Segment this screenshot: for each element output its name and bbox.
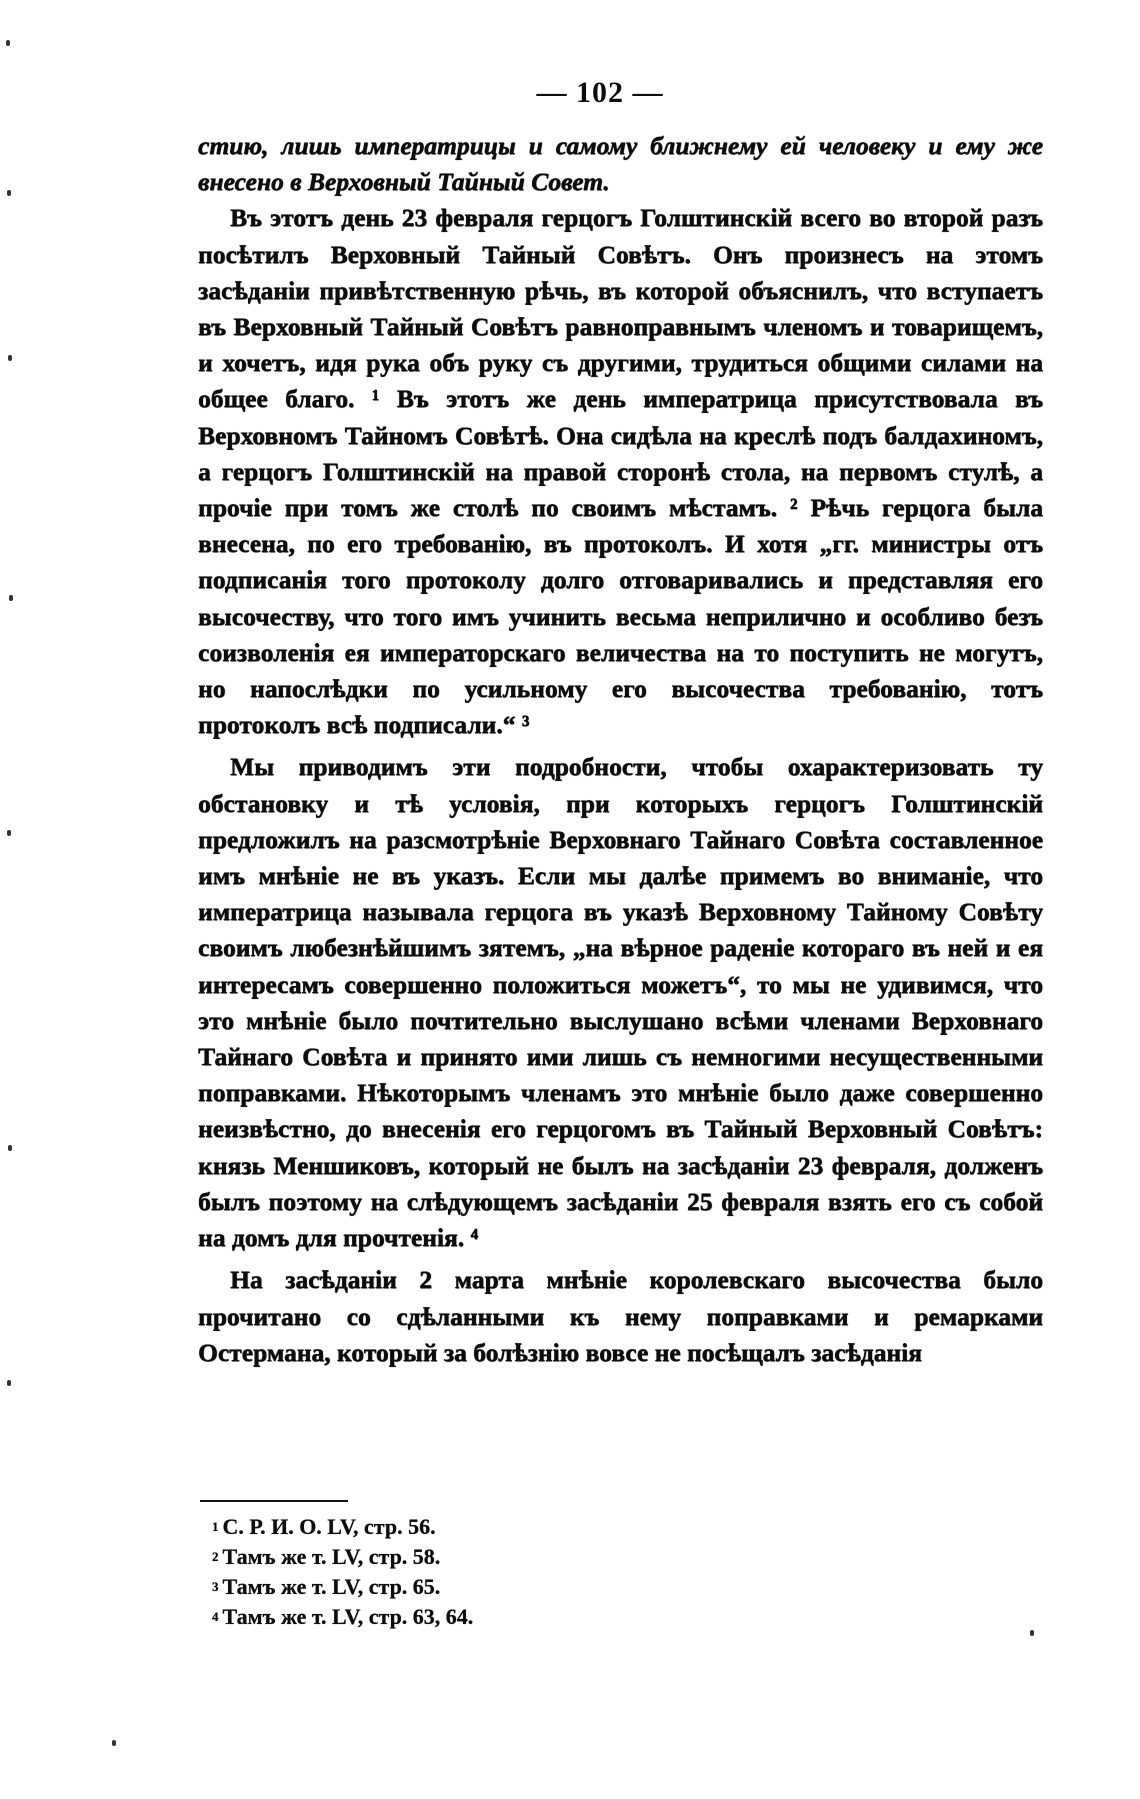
footnote-mark: 1 (212, 1519, 219, 1534)
footnote-divider (200, 1500, 348, 1502)
footnote-2 (212, 1542, 812, 1572)
lead-quote-paragraph: стию, лишь императрицы и самому ближнему ей человеку и ему же внесено в Верховный Тайный Совет. (198, 131, 1043, 197)
scan-speck (6, 40, 10, 46)
scan-speck (9, 595, 13, 601)
body-text (198, 128, 1043, 1377)
footnotes (212, 1512, 812, 1632)
footnote-mark: 2 (212, 1549, 219, 1564)
footnote-mark: 4 (212, 1609, 219, 1624)
paragraph-1: Въ этотъ день 23 февраля герцогъ Голштинскій всего во второй разъ посѣтилъ Верховный Тайный Совѣтъ. Онъ произнесъ на этомъ засѣданіи привѣтственную рѣчь, въ которой объяснилъ, что вступаетъ въ Верховный Тайный Совѣтъ равноправнымъ членомъ и товарищемъ, и хочетъ, идя рука объ руку съ другими, трудиться общими силами на общее благо. ¹ Въ этотъ же день императрица присутствовала въ Верховномъ Тайномъ Совѣтѣ. Она сидѣла на креслѣ подъ балдахиномъ, а герцогъ Голштинскій на правой сторонѣ стола, на первомъ стулѣ, а прочіе при томъ же столѣ по своимъ мѣстамъ. ² Рѣчь герцога была внесена, по его требованію, въ протоколъ. И хотя „гг. министры отъ подписанія того протоколу долго отговаривались и представляя его высочеству, что того имъ учинить весьма неприлично и особливо безъ соизволенія ея императорскаго величества на то поступить не могутъ, но напослѣдки по усильному его высочества требованію, тотъ протоколъ всѣ подписали.“ ³ (198, 203, 1043, 740)
page-number: — 102 — (536, 76, 664, 109)
scan-speck (7, 830, 11, 836)
footnote-text: Тамъ же т. LV, стр. 65. (222, 1574, 441, 1599)
scan-speck (112, 1740, 116, 1746)
footnote-4 (212, 1602, 812, 1632)
scan-speck (7, 190, 11, 196)
footnote-text: Тамъ же т. LV, стр. 58. (222, 1544, 441, 1569)
paragraph-3: На засѣданіи 2 марта мнѣніе королевскаго высочества было прочитано со сдѣланными къ нему поправками и ремарками Остермана, который за болѣзнію вовсе не посѣщалъ засѣданія (198, 1265, 1043, 1367)
footnote-1 (212, 1512, 812, 1542)
footnote-text: Тамъ же т. LV, стр. 63, 64. (222, 1604, 474, 1629)
footnote-mark: 3 (212, 1579, 219, 1594)
paragraph-2: Мы приводимъ эти подробности, чтобы охарактеризовать ту обстановку и тѣ условія, при которыхъ герцогъ Голштинскій предложилъ на разсмотрѣніе Верховнаго Тайнаго Совѣта составленное имъ мнѣніе не въ указъ. Если мы далѣе примемъ во вниманіе, что императрица называла герцога въ указѣ Верховному Тайному Совѣту своимъ любезнѣйшимъ зятемъ, „на вѣрное раденіе котораго въ ней и ея интересамъ совершенно положиться можетъ“, то мы не удивимся, что это мнѣніе было почтительно выслушано всѣми членами Верховнаго Тайнаго Совѣта и принято ими лишь съ немногими несущественными поправками. Нѣкоторымъ членамъ это мнѣніе было даже совершенно неизвѣстно, до внесенія его герцогомъ въ Тайный Верховный Совѣтъ: князь Меншиковъ, который не былъ на засѣданіи 23 февраля, долженъ былъ поэтому на слѣдующемъ засѣданіи 25 февраля взять его съ собой на домъ для прочтенія. ⁴ (198, 752, 1043, 1253)
footnote-3 (212, 1572, 812, 1602)
scan-speck (7, 1380, 11, 1386)
scan-speck (8, 355, 12, 361)
footnote-text: С. Р. И. О. LV, стр. 56. (222, 1514, 436, 1539)
scan-speck (1030, 1630, 1034, 1636)
scan-speck (8, 1145, 12, 1151)
